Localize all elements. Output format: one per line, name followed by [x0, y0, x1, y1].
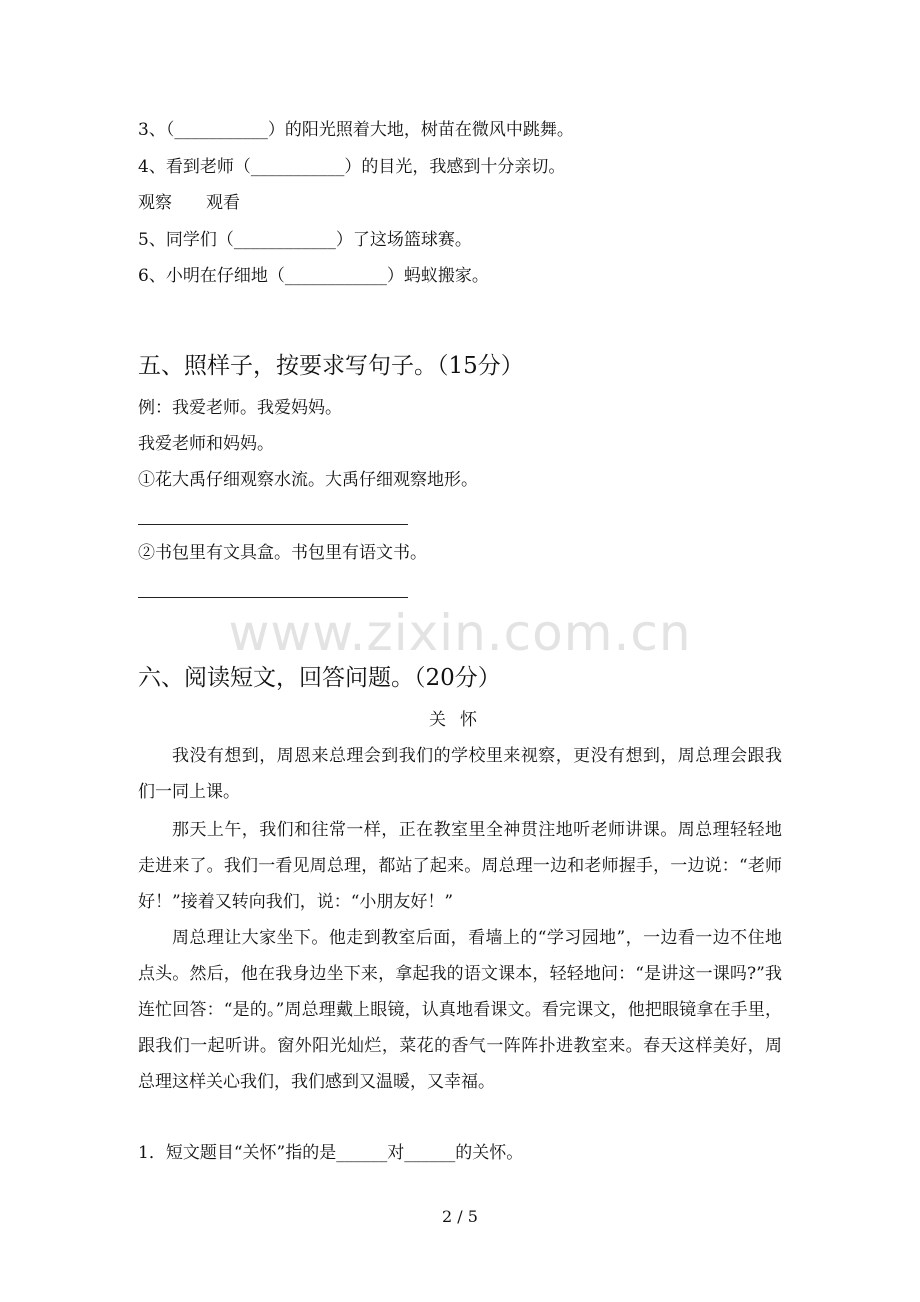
article-paragraph-1: 我没有想到，周恩来总理会到我们的学校里来视察，更没有想到，周总理会跟我们一同上课。 [138, 746, 782, 802]
article-paragraph-3: 周总理让大家坐下。他走到教室后面，看墙上的“学习园地”，一边看一边不住地点头。然后，他在我身边坐下来，拿起我的语文课本，轻轻地问：“是讲这一课吗?”我连忙回答：“是的。”周总理戴上眼镜，认真地看课文。看完课文，他把眼镜拿在手里，跟我们一起听讲。窗外阳光灿烂，菜花的香气一阵阵扑进教室来。春天这样美好，周总理这样关心我们，我们感到又温暖，又幸福。 [138, 928, 782, 1092]
question-5: 5、同学们（____________）了这场篮球赛。 [138, 230, 472, 250]
example-line-2: 我爱老师和妈妈。 [138, 434, 274, 454]
exercise-item-2: ②书包里有文具盒。书包里有语文书。 [138, 543, 427, 563]
answer-line-1[interactable] [138, 524, 408, 525]
answer-line-2[interactable] [138, 597, 408, 598]
page-number: 2 / 5 [442, 1207, 478, 1226]
watermark: www.zixin.com.cn [228, 604, 692, 662]
reading-question-1: 1．短文题目“关怀”指的是______对______的关怀。 [138, 1143, 524, 1163]
article-paragraph-2: 那天上午，我们和往常一样，正在教室里全神贯注地听老师讲课。周总理轻轻地走进来了。我们一看见周总理，都站了起来。周总理一边和老师握手，一边说：“老师好！”接着又转向我们，说：“小朋友好！” [138, 820, 782, 912]
section-5-heading: 五、照样子，按要求写句子。（15分） [138, 353, 524, 379]
question-4: 4、看到老师（___________）的目光，我感到十分亲切。 [138, 157, 566, 177]
question-6: 6、小明在仔细地（____________）蚂蚁搬家。 [138, 266, 489, 286]
exercise-item-1: ①花大禹仔细观察水流。大禹仔细观察地形。 [138, 470, 478, 490]
example-line-1: 例：我爱老师。我爱妈妈。 [138, 398, 342, 418]
question-3: 3、（___________）的阳光照着大地，树苗在微风中跳舞。 [138, 120, 574, 140]
word-bank: 观察 观看 [138, 193, 240, 213]
section-6-heading: 六、阅读短文，回答问题。（20分） [138, 665, 501, 691]
article-title: 关怀 [429, 710, 491, 730]
